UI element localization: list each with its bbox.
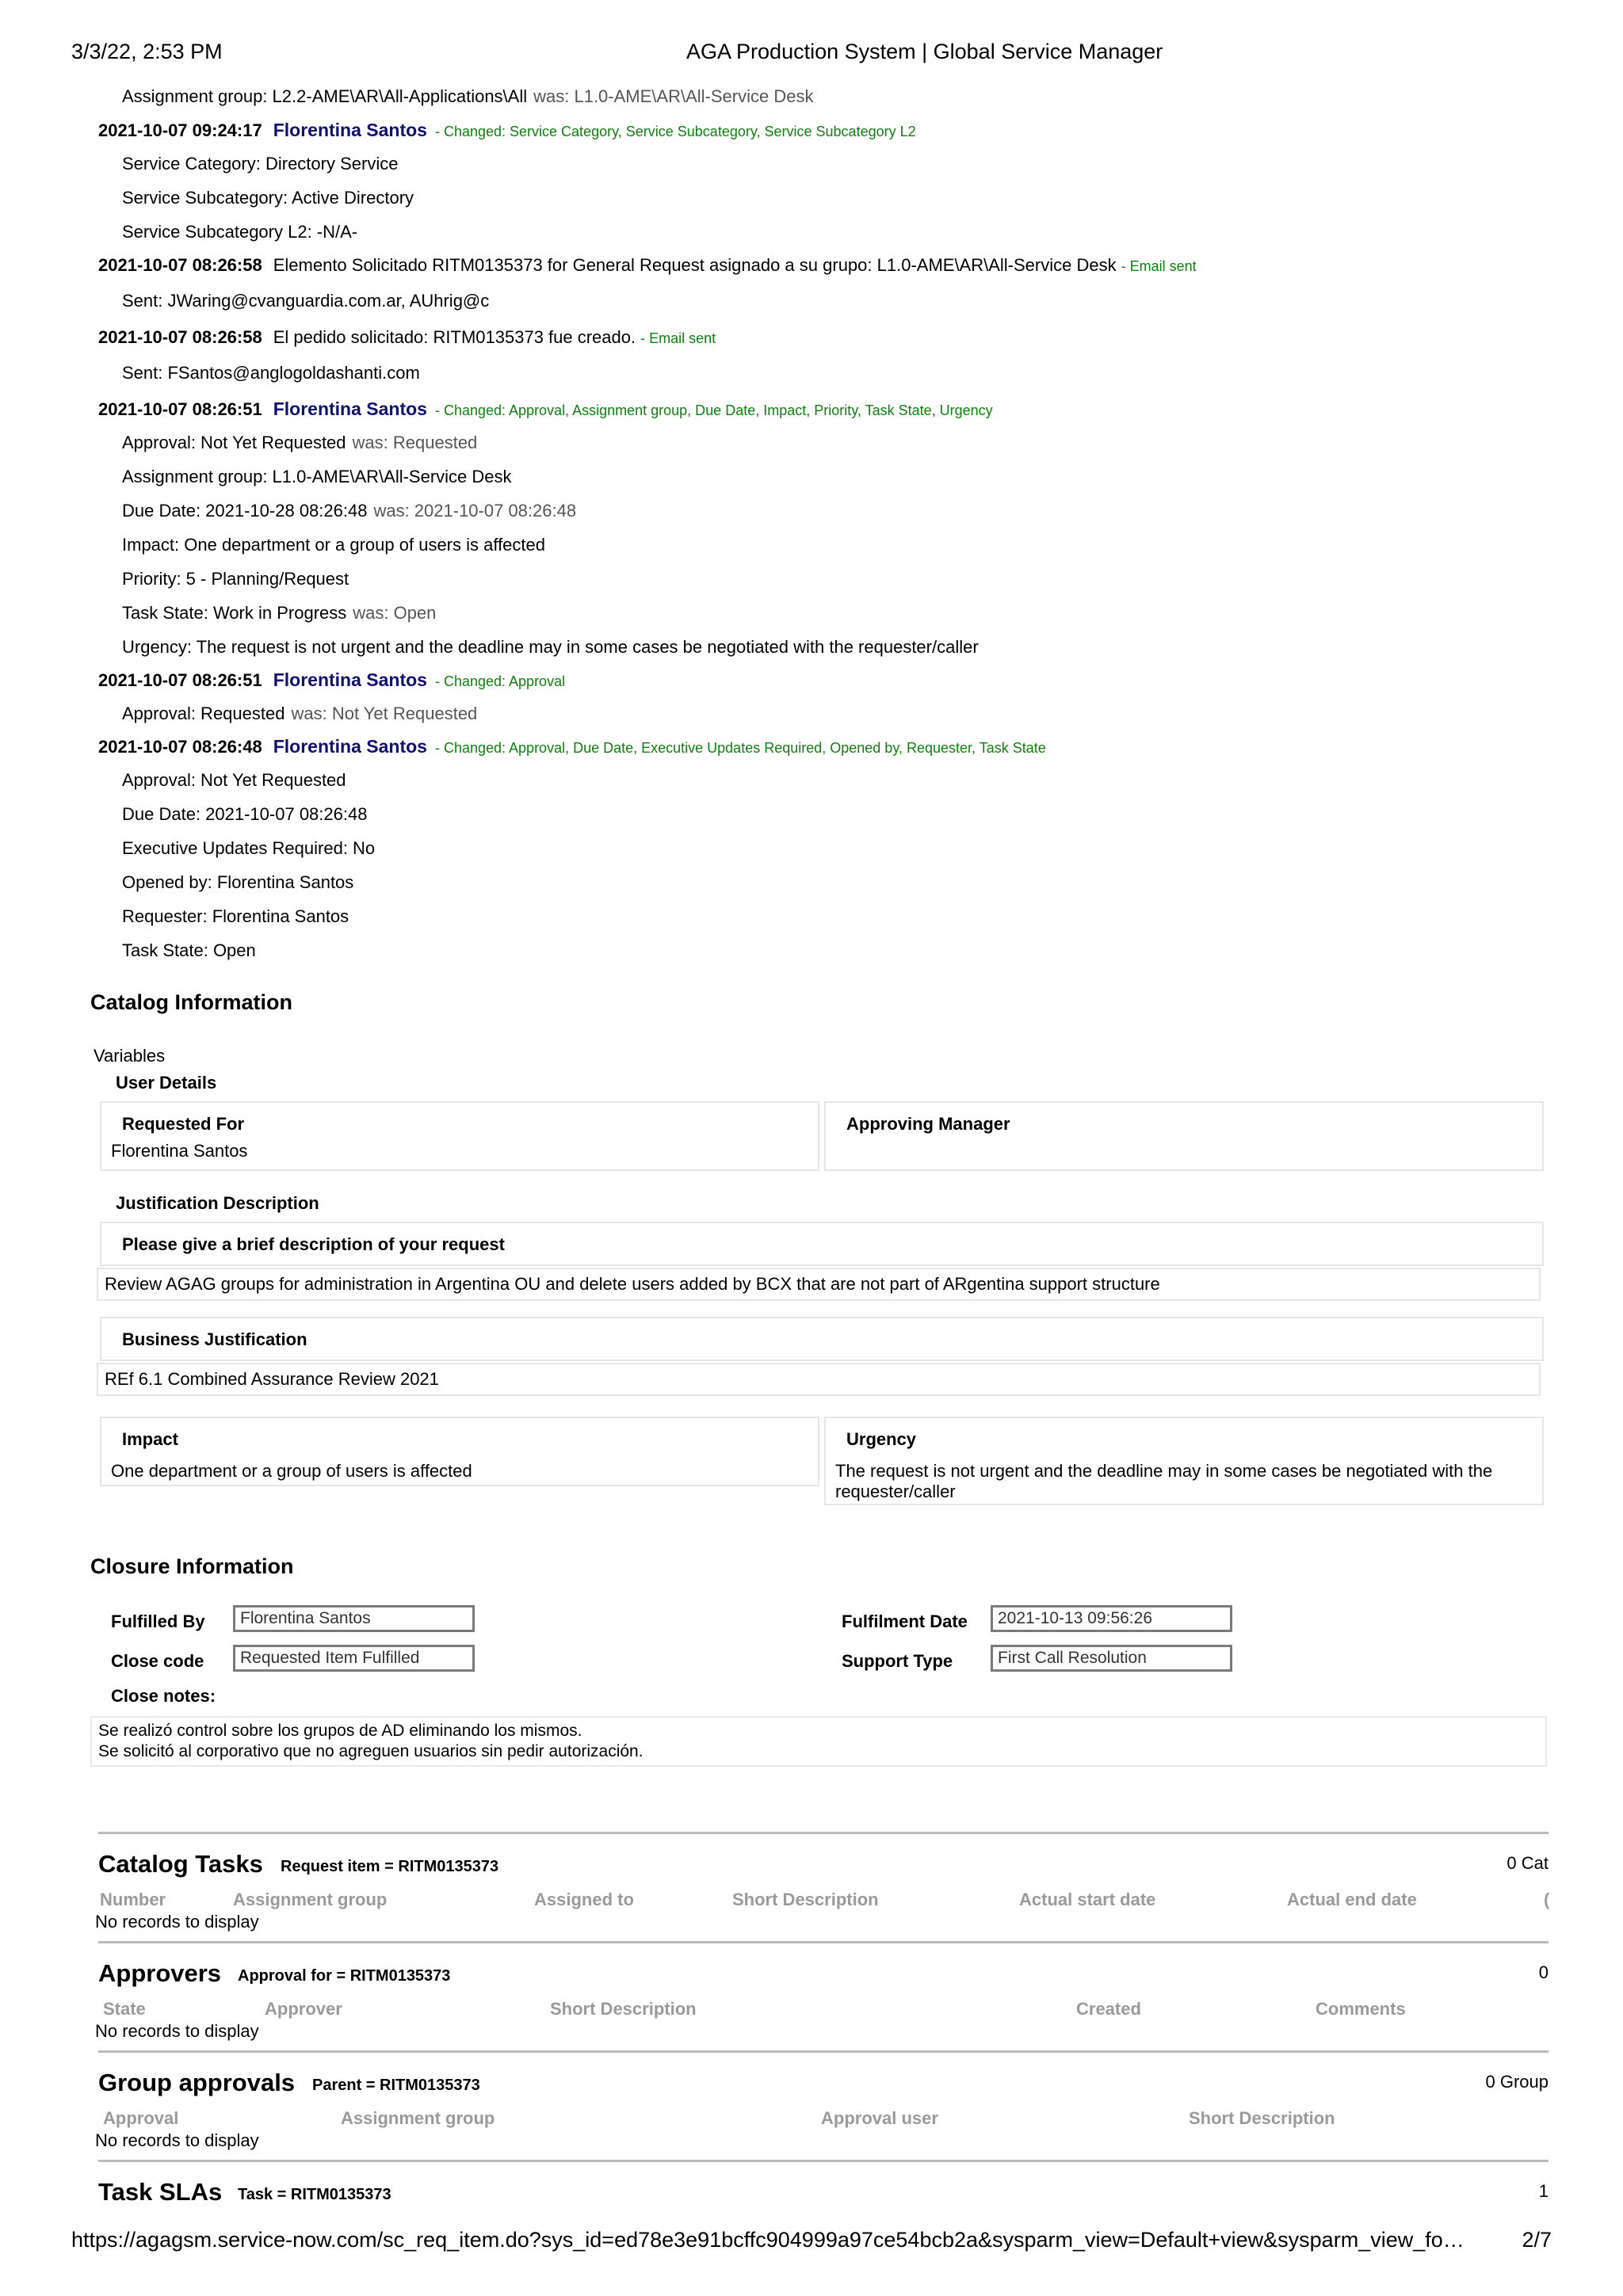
history-line: Assignment group: L1.0-AME\AR\All-Service Desk bbox=[122, 467, 512, 486]
entry-user-link[interactable]: Florentina Santos bbox=[273, 399, 427, 419]
entry-text: El pedido solicitado: RITM0135373 fue creado. bbox=[273, 327, 636, 347]
page-url: https://agagsm.service-now.com/sc_req_item.do?sys_id=ed78e3e91bcffc904999a97ce54bcb2a&sysparm_view=Default+view&sysparm_view_fo… bbox=[71, 2228, 1465, 2252]
business-justification-label-box bbox=[100, 1317, 1544, 1361]
column-header[interactable]: Assigned to bbox=[534, 1890, 634, 1909]
column-header[interactable]: Actual start date bbox=[1019, 1890, 1156, 1909]
column-header[interactable]: Approver bbox=[265, 1999, 342, 2019]
catalog-tasks-list bbox=[95, 1832, 1550, 1941]
close-notes-line: Se solicitó al corporativo que no agreguen usuarios sin pedir autorización. bbox=[98, 1742, 643, 1760]
column-header[interactable]: State bbox=[103, 1999, 146, 2019]
requested-for-value: Florentina Santos bbox=[111, 1141, 248, 1161]
entry-user-link[interactable]: Florentina Santos bbox=[273, 120, 427, 140]
column-header[interactable]: Assignment group bbox=[341, 2108, 495, 2128]
no-records-text: No records to display bbox=[95, 2021, 259, 2041]
justification-heading: Justification Description bbox=[116, 1193, 319, 1213]
group-approvals-title: Group approvals bbox=[98, 2069, 296, 2096]
entry-timestamp: 2021-10-07 09:24:17 bbox=[98, 120, 262, 140]
brief-description-value: Review AGAG groups for administration in Argentina OU and delete users added by BCX that are not part of ARgentina support structure bbox=[105, 1274, 1160, 1294]
fulfilled-by-field[interactable]: Florentina Santos bbox=[233, 1605, 475, 1632]
user-details-heading: User Details bbox=[116, 1073, 217, 1093]
history-line: Sent: FSantos@anglogoldashanti.com bbox=[122, 363, 420, 383]
approvers-count: 0 bbox=[1538, 1962, 1549, 1982]
task-slas-list bbox=[98, 2160, 1549, 2207]
impact-label: Impact bbox=[122, 1429, 178, 1449]
history-entry bbox=[98, 393, 1560, 664]
close-notes-field[interactable] bbox=[90, 1716, 1547, 1767]
entry-changes: - Changed: Approval bbox=[434, 673, 566, 689]
activity-history bbox=[98, 79, 1560, 967]
history-line: Impact: One department or a group of users is affected bbox=[122, 535, 545, 555]
history-line: Opened by: Florentina Santos bbox=[122, 872, 354, 892]
column-header[interactable]: Short Description bbox=[1189, 2108, 1335, 2128]
brief-description-label-box bbox=[100, 1222, 1544, 1266]
impact-field bbox=[100, 1417, 819, 1486]
history-entry bbox=[98, 249, 1560, 321]
task-slas-query: Task = RITM0135373 bbox=[238, 2186, 391, 2203]
support-type-field[interactable]: First Call Resolution bbox=[991, 1645, 1232, 1672]
history-line: Priority: 5 - Planning/Request bbox=[122, 569, 349, 589]
entry-timestamp: 2021-10-07 08:26:51 bbox=[98, 399, 262, 419]
fulfilment-date-label: Fulfilment Date bbox=[842, 1611, 968, 1631]
history-entry bbox=[98, 730, 1560, 967]
history-line: Approval: Not Yet Requested was: Requested bbox=[122, 433, 478, 452]
history-line: Assignment group: L2.2-AME\AR\All-Applications\All was: L1.0-AME\AR\All-Service Desk bbox=[122, 86, 814, 106]
column-header[interactable]: Short Description bbox=[732, 1890, 879, 1909]
approving-manager-field bbox=[824, 1101, 1544, 1171]
history-entry bbox=[98, 321, 1560, 393]
fulfilled-by-label: Fulfilled By bbox=[111, 1611, 205, 1631]
brief-description-label: Please give a brief description of your request bbox=[122, 1234, 505, 1254]
close-code-label: Close code bbox=[111, 1651, 204, 1671]
catalog-tasks-query: Request item = RITM0135373 bbox=[281, 1858, 499, 1875]
history-line: Service Subcategory: Active Directory bbox=[122, 188, 414, 208]
history-line: Requester: Florentina Santos bbox=[122, 906, 349, 926]
entry-timestamp: 2021-10-07 08:26:51 bbox=[98, 670, 262, 690]
entry-changes: - Changed: Approval, Assignment group, Due Date, Impact, Priority, Task State, Urgency bbox=[434, 402, 993, 418]
urgency-value: The request is not urgent and the deadline may in some cases be negotiated with the requester/caller bbox=[835, 1461, 1493, 1501]
column-header[interactable]: Created bbox=[1076, 1999, 1141, 2019]
group-approvals-list bbox=[95, 2050, 1549, 2160]
no-records-text: No records to display bbox=[95, 1912, 259, 1932]
history-line: Service Category: Directory Service bbox=[122, 154, 399, 174]
column-header[interactable]: Short Description bbox=[550, 1999, 697, 2019]
closure-section-title: Closure Information bbox=[90, 1554, 294, 1578]
column-header[interactable]: Assignment group bbox=[233, 1890, 388, 1909]
column-header[interactable]: Actual end date bbox=[1287, 1890, 1417, 1909]
history-line: Due Date: 2021-10-07 08:26:48 bbox=[122, 804, 368, 824]
approving-manager-label: Approving Manager bbox=[846, 1114, 1010, 1134]
history-entry bbox=[98, 114, 1560, 249]
catalog-tasks-title: Catalog Tasks bbox=[98, 1850, 263, 1878]
column-header[interactable]: Number bbox=[100, 1890, 166, 1909]
task-slas-title: Task SLAs bbox=[98, 2178, 223, 2206]
print-date: 3/3/22, 2:53 PM bbox=[71, 40, 223, 63]
history-line: Executive Updates Required: No bbox=[122, 838, 376, 858]
business-justification-label: Business Justification bbox=[122, 1329, 307, 1349]
catalog-section-title: Catalog Information bbox=[90, 990, 292, 1014]
history-line: Approval: Requested was: Not Yet Requested bbox=[122, 704, 478, 723]
business-justification-value-box bbox=[97, 1363, 1541, 1396]
fulfilment-date-field[interactable]: 2021-10-13 09:56:26 bbox=[991, 1605, 1232, 1632]
entry-timestamp: 2021-10-07 08:26:58 bbox=[98, 327, 262, 347]
variables-label: Variables bbox=[94, 1046, 166, 1066]
page-number: 2/7 bbox=[1522, 2228, 1552, 2252]
urgency-field bbox=[824, 1417, 1544, 1505]
brief-description-value-box bbox=[97, 1268, 1541, 1301]
requested-for-label: Requested For bbox=[122, 1114, 245, 1134]
approvers-list bbox=[95, 1941, 1549, 2050]
page-title: AGA Production System | Global Service Manager bbox=[686, 40, 1163, 63]
support-type-label: Support Type bbox=[842, 1651, 953, 1671]
history-line: Urgency: The request is not urgent and the deadline may in some cases be negotiated with the requester/caller bbox=[122, 637, 979, 657]
print-footer bbox=[71, 2228, 1552, 2256]
entry-user-link[interactable]: Florentina Santos bbox=[273, 736, 427, 757]
catalog-tasks-count: 0 Cat bbox=[1507, 1853, 1549, 1873]
column-header[interactable]: ( bbox=[1544, 1890, 1550, 1909]
group-approvals-query: Parent = RITM0135373 bbox=[312, 2077, 480, 2094]
email-sent-label: - Email sent bbox=[1121, 258, 1197, 274]
column-header[interactable]: Approval bbox=[103, 2108, 179, 2128]
entry-timestamp: 2021-10-07 08:26:58 bbox=[98, 255, 262, 275]
column-header[interactable]: Approval user bbox=[821, 2108, 938, 2128]
history-line: Task State: Open bbox=[122, 940, 256, 960]
entry-text: Elemento Solicitado RITM0135373 for General Request asignado a su grupo: L1.0-AME\AR\All-Service Desk bbox=[273, 255, 1117, 275]
business-justification-value: REf 6.1 Combined Assurance Review 2021 bbox=[105, 1369, 439, 1389]
entry-changes: - Changed: Approval, Due Date, Executive Updates Required, Opened by, Requester, Task State bbox=[434, 740, 1046, 756]
print-header bbox=[71, 40, 1552, 68]
approvers-query: Approval for = RITM0135373 bbox=[238, 1967, 451, 1985]
close-notes-line: Se realizó control sobre los grupos de AD eliminando los mismos. bbox=[98, 1722, 582, 1740]
impact-value: One department or a group of users is affected bbox=[111, 1461, 472, 1481]
history-line: Due Date: 2021-10-28 08:26:48 was: 2021-10-07 08:26:48 bbox=[122, 501, 577, 521]
close-code-field[interactable]: Requested Item Fulfilled bbox=[233, 1645, 475, 1672]
entry-timestamp: 2021-10-07 08:26:48 bbox=[98, 737, 262, 757]
column-header[interactable]: Comments bbox=[1316, 1999, 1406, 2019]
history-line: Task State: Work in Progress was: Open bbox=[122, 603, 437, 623]
close-notes-label: Close notes: bbox=[111, 1686, 216, 1706]
history-line: Service Subcategory L2: -N/A- bbox=[122, 222, 358, 242]
entry-changes: - Changed: Service Category, Service Subcategory, Service Subcategory L2 bbox=[434, 124, 916, 139]
urgency-label: Urgency bbox=[846, 1429, 917, 1449]
no-records-text: No records to display bbox=[95, 2130, 259, 2150]
entry-user-link[interactable]: Florentina Santos bbox=[273, 669, 427, 690]
requested-for-field bbox=[100, 1101, 819, 1171]
group-approvals-count: 0 Group bbox=[1485, 2072, 1549, 2092]
history-line: Sent: JWaring@cvanguardia.com.ar, AUhrig@c bbox=[122, 291, 490, 311]
history-entry bbox=[98, 664, 1560, 730]
history-line: Approval: Not Yet Requested bbox=[122, 770, 346, 790]
task-slas-count: 1 bbox=[1538, 2181, 1549, 2201]
email-sent-label: - Email sent bbox=[640, 330, 716, 346]
approvers-title: Approvers bbox=[98, 1959, 222, 1987]
